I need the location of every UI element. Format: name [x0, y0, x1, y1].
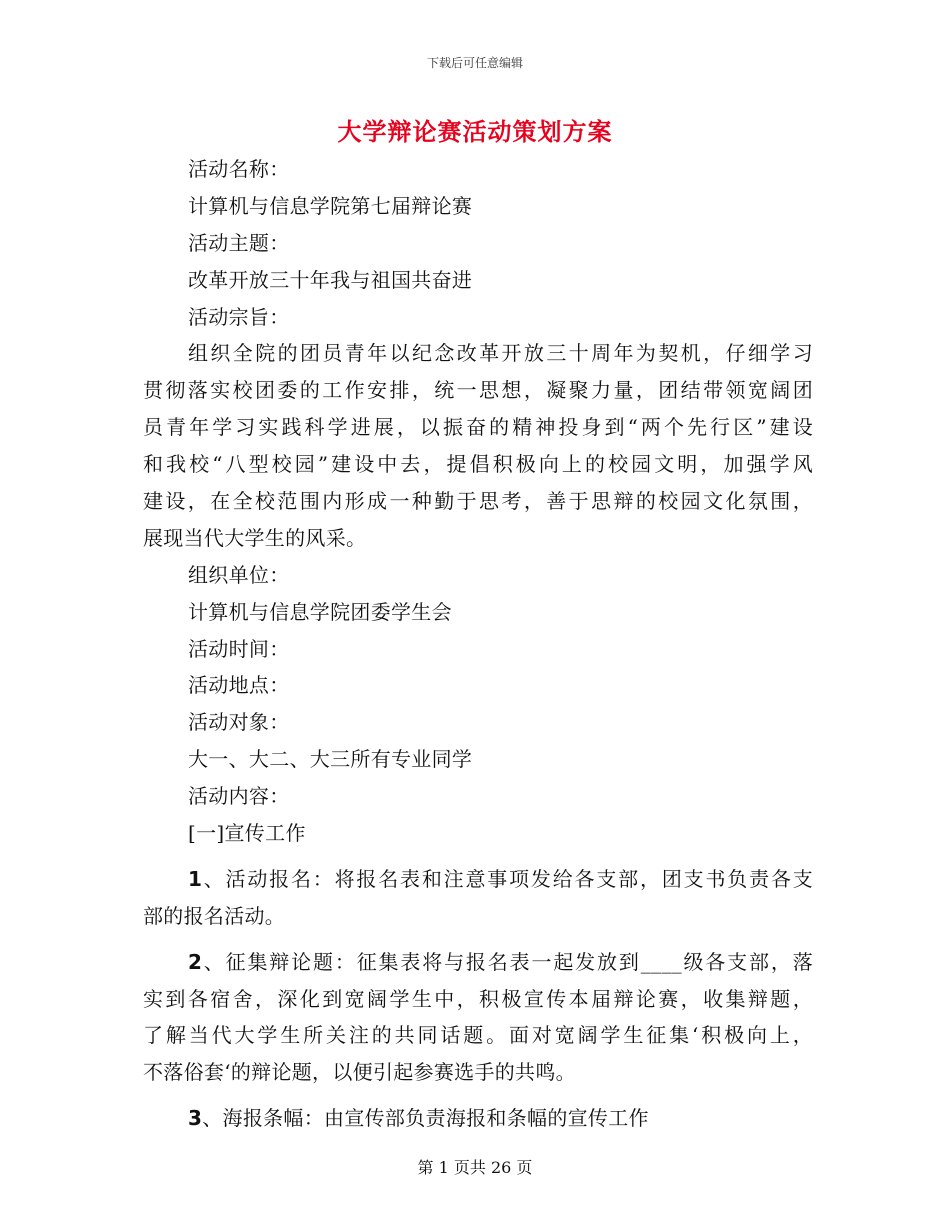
page-footer-number: 第 1 页共 26 页: [417, 1158, 533, 1177]
document-body: [143, 151, 813, 1137]
activity-name-value: 计算机与信息学院第七届辩论赛: [188, 193, 473, 218]
label-activity-name: 活动名称：: [188, 157, 290, 181]
item-number: 1: [188, 866, 203, 891]
list-item-posters: [143, 1100, 813, 1137]
list-item-continuation: 了解当代大学生所关注的共同话题。面对宽阔学生征集‘积极向上，: [143, 1023, 813, 1048]
purpose-paragraph-line: 建设，在全校范围内形成一种勤于思考，善于思辩的校园文化氛围，: [143, 489, 813, 514]
label-activity-time: 活动时间：: [188, 636, 290, 661]
audience-value: 大一、大二、大三所有专业同学: [188, 747, 473, 772]
label-activity-purpose: 活动宗旨：: [188, 304, 290, 329]
activity-theme-value: 改革开放三十年我与祖国共奋进: [188, 267, 473, 292]
list-item-registration: [143, 861, 813, 898]
purpose-paragraph-line: 展现当代大学生的风采。: [143, 525, 367, 550]
list-item-continuation: 部的报名活动。: [143, 903, 286, 928]
item-number: 3: [188, 1106, 203, 1131]
item-text: 、活动报名：将报名表和注意事项发给各支部，团支书负责各支: [202, 866, 813, 891]
purpose-paragraph-line: 贯彻落实校团委的工作安排，统一思想，凝聚力量，团结带领宽阔团: [143, 378, 813, 403]
page-header-note: 下载后可任意编辑: [426, 56, 523, 70]
label-organizer: 组织单位：: [188, 562, 290, 587]
label-activity-audience: 活动对象：: [188, 710, 290, 735]
purpose-paragraph-line: 组织全院的团员青年以纪念改革开放三十周年为契机，仔细学习: [188, 341, 813, 366]
organizer-value: 计算机与信息学院团委学生会: [188, 599, 452, 624]
label-activity-content: 活动内容：: [188, 784, 290, 809]
document-title: 大学辩论赛活动策划方案: [337, 117, 613, 146]
section-heading-publicity: [一]宣传工作: [188, 821, 306, 846]
list-item-continuation: 实到各宿舍，深化到宽阔学生中，积极宣传本届辩论赛，收集辩题，: [143, 986, 813, 1011]
purpose-paragraph-line: 和我校“八型校园”建设中去，提倡积极向上的校园文明，加强学风: [143, 452, 813, 477]
item-text: 、征集辩论题：征集表将与报名表一起发放到____级各支部，落: [202, 949, 813, 974]
item-text: 、海报条幅：由宣传部负责海报和条幅的宣传工作: [202, 1106, 649, 1131]
list-item-topic-collection: [143, 944, 813, 981]
item-number: 2: [188, 949, 203, 974]
purpose-paragraph-line: 员青年学习实践科学进展，以振奋的精神投身到“两个先行区”建设: [143, 415, 813, 440]
list-item-continuation: 不落俗套‘的辩论题，以便引起参赛选手的共鸣。: [143, 1060, 576, 1085]
label-activity-location: 活动地点：: [188, 673, 290, 698]
label-activity-theme: 活动主题：: [188, 230, 290, 255]
